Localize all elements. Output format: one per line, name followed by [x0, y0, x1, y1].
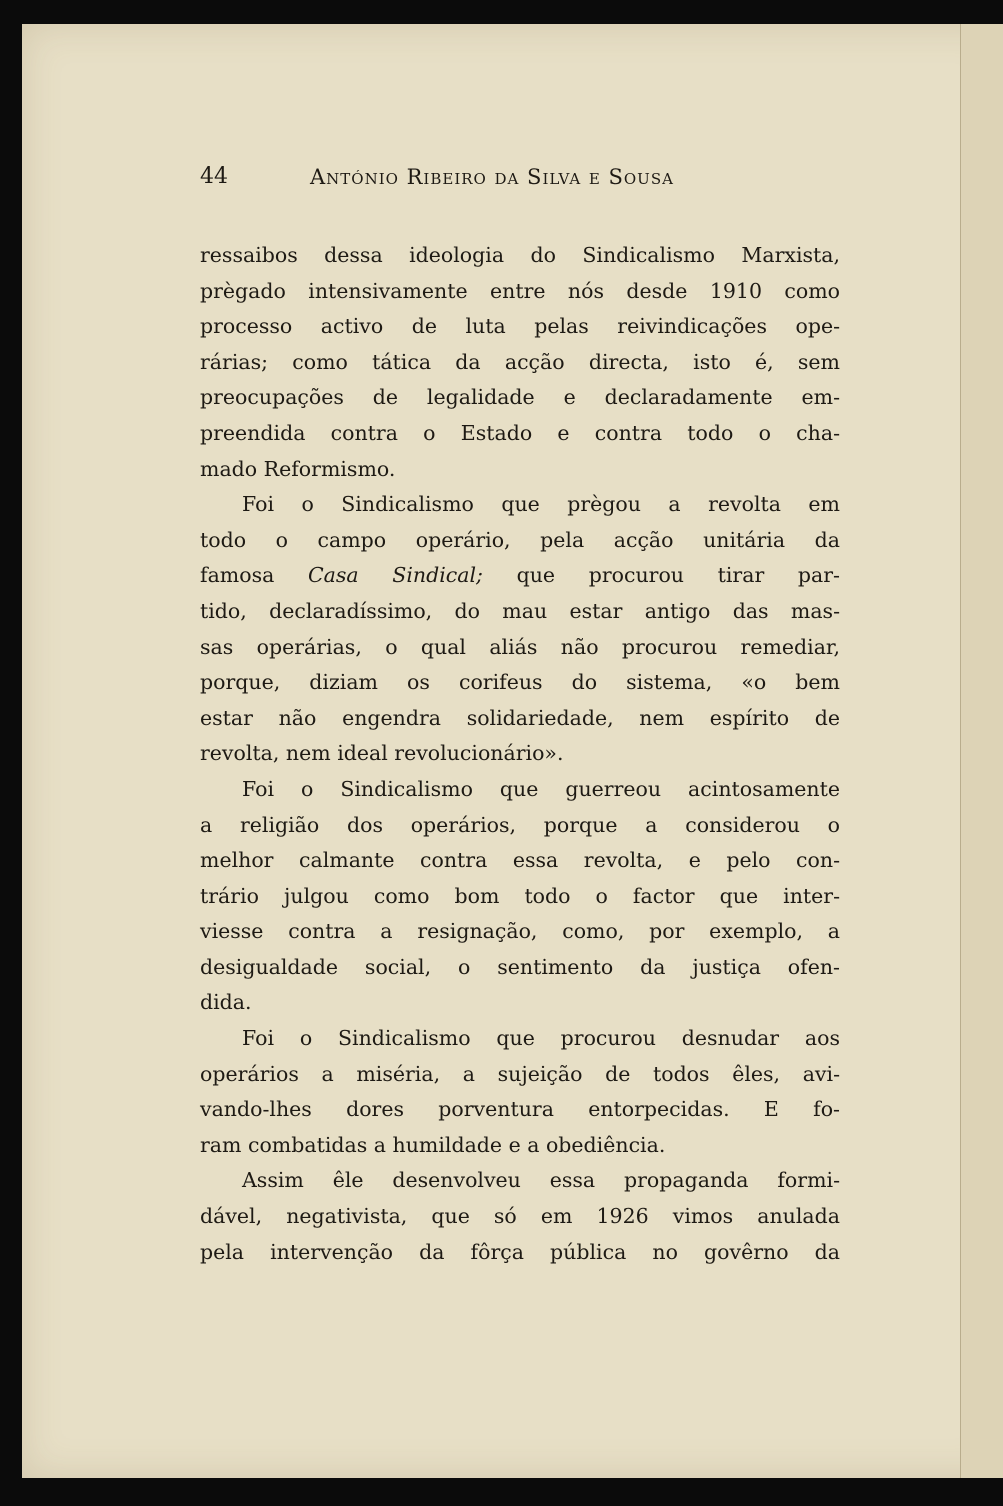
text-line: dável, negativista, que só em 1926 vimos anulada	[200, 1204, 840, 1229]
text-line: ressaibos dessa ideologia do Sindicalismo Marxista,	[200, 243, 840, 267]
text-line: pela intervenção da fôrça pública no govêrno da	[200, 1239, 840, 1264]
page-number: 44	[200, 164, 228, 189]
text-line: revolta, nem ideal revolucionário».	[200, 741, 564, 766]
text-line: a religião dos operários, porque a considerou o	[200, 812, 840, 837]
text-line: preendida contra o Estado e contra todo o cha-	[200, 420, 840, 445]
text-line: estar não engendra solidariedade, nem espírito de	[200, 705, 840, 730]
text-line: melhor calmante contra essa revolta, e pelo con-	[200, 848, 840, 873]
italic-phrase: Casa Sindical;	[307, 563, 483, 588]
text-line: porque, diziam os corifeus do sistema, «o bem	[200, 670, 840, 695]
text-line: viesse contra a resignação, como, por exemplo, a	[200, 919, 840, 944]
text-line: rárias; como tática da acção directa, isto é, sem	[200, 349, 840, 374]
text-line: dida.	[200, 990, 252, 1015]
text-line: preocupações de legalidade e declaradamente em-	[200, 385, 840, 410]
text-line: Foi o Sindicalismo que guerreou acintosamente	[242, 776, 840, 801]
text-line: sas operárias, o qual aliás não procurou remediar,	[200, 634, 840, 659]
text-line: ram combatidas a humildade e a obediência.	[200, 1132, 666, 1157]
adjacent-page-edge	[960, 24, 1003, 1478]
text-line: operários a miséria, a sujeição de todos êles, avi-	[200, 1061, 840, 1086]
text-line: prègado intensivamente entre nós desde 1910 como	[200, 278, 840, 303]
text-line: Foi o Sindicalismo que procurou desnudar aos	[242, 1026, 840, 1051]
running-head: António Ribeiro da Silva e Sousa	[310, 165, 674, 189]
text-segment: famosa	[200, 563, 308, 588]
text-line: todo o campo operário, pela acção unitária da	[200, 527, 840, 552]
text-line: mado Reformismo.	[200, 456, 396, 481]
page-header	[200, 160, 840, 194]
text-line: Assim êle desenvolveu essa propaganda formi-	[242, 1168, 840, 1193]
text-line: Foi o Sindicalismo que prègou a revolta em	[242, 492, 840, 517]
text-line: tido, declaradíssimo, do mau estar antigo das mas-	[200, 598, 840, 623]
body-text	[200, 238, 840, 1270]
text-line: processo activo de luta pelas reivindicações ope-	[200, 314, 840, 339]
text-line: vando-lhes dores porventura entorpecidas. E fo-	[200, 1097, 840, 1122]
text-segment: que procurou tirar par-	[482, 563, 840, 588]
text-line: trário julgou como bom todo o factor que inter-	[200, 883, 840, 908]
text-line: desigualdade social, o sentimento da justiça ofen-	[200, 954, 840, 979]
text-line-with-italic	[200, 558, 840, 594]
